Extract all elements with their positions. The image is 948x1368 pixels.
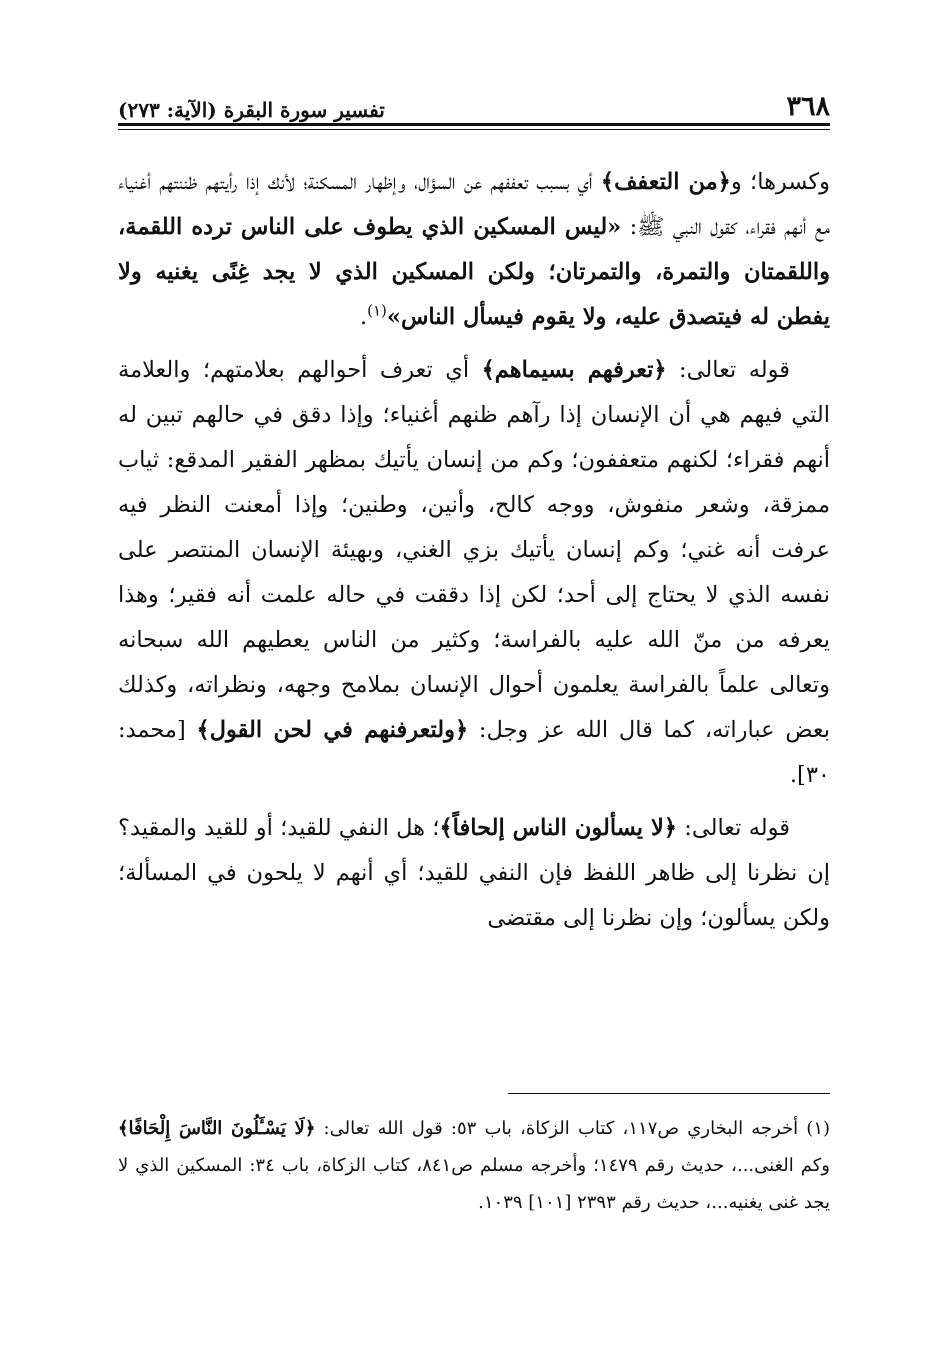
body-text (118, 160, 830, 941)
text-run: أي تعرف أحوالهم بعلامتهم؛ والعلامة التي فيهم هي أن الإنسان إذا رآهم ظنهم أغنياء؛ وإذا دقق في حالهم تبين له أنهم فقراء؛ لكنهم متعففون؛ وكم من إنسان يأتيك بمظهر الفقير المدقع: ثياب ممزقة، وشعر منفوش، ووجه كالح، وأنين، وطنين؛ وإذا أمعنت النظر فيه عرفت أنه غني؛ وكم إنسان يأتيك بزي الغني، وبهيئة الإنسان المنتصر على نفسه الذي لا يحتاج إلى أحد؛ لكن إذا دققت في حاله علمت أنه فقير؛ وهذا يعرفه من منّ الله عليه بالفراسة؛ وكثير من الناس يعطيهم الله سبحانه وتعالى علماً بالفراسة يعلمون أحوال الإنسان بملامح وجهه، ونظراته، وكذلك بعض عباراته، كما قال الله عز وجل: (118, 357, 830, 743)
text-run: قوله تعالى: (666, 357, 790, 383)
text-run: . (359, 304, 368, 330)
footnote-text: وكم الغنى...، حديث رقم ١٤٧٩؛ وأخرجه مسلم ص٨٤١، كتاب الزكاة، باب ٣٤: المسكين الذي لا يجد غنى يغنيه...، حديث رقم ٢٣٩٣ [١٠١] ١٠٣٩. (118, 1155, 830, 1213)
text-run: قوله تعالى: (677, 815, 790, 841)
text-run: وكسرها؛ و (730, 169, 830, 195)
quran-quote: ﴿لَا يَسْـَٔلُونَ النَّاسَ إِلْحَافًا﴾ (118, 1118, 316, 1139)
quran-quote: ﴿تعرفهم بسيماهم﴾ (481, 357, 667, 383)
header-rule-thick (118, 123, 830, 126)
paragraph-3 (118, 806, 830, 941)
header-rule-thin (118, 129, 830, 130)
footnote-text: (١) أخرجه البخاري ص١١٧، كتاب الزكاة، باب ٥٣: قول الله تعالى: (315, 1118, 831, 1139)
hadith-quote: «ليس المسكين الذي يطوف على الناس ترده اللقمة، واللقمتان والتمرة، والتمرتان؛ ولكن المسكين الذي لا يجد غِنًى يغنيه ولا يفطن له فيتصدق عليه، ولا يقوم فيسأل الناس» (118, 214, 830, 330)
text-run: [محمد: ٣٠]. (118, 717, 830, 788)
running-header (118, 82, 830, 122)
text-run: ؛ هل النفي للقيد؛ أو للقيد والمقيد؟ إن نظرنا إلى ظاهر اللفظ فإن النفي للقيد؛ أي أنهم لا يلحون في المسألة؛ ولكن يسألون؛ وإن نظرنا إلى مقتضى (118, 815, 830, 931)
text-run: أي بسبب تعففهم عن السؤال، وإظهار المسكنة؛ لأنك إذا رأيتهم ظننتهم أغنياء مع أنهم فقراء، كقول النبي ﷺ: (118, 169, 830, 240)
running-title: تفسير سورة البقرة (الآية: ٢٧٣) (118, 98, 385, 122)
quran-quote: ﴿ولتعرفنهم في لحن القول﴾ (196, 717, 469, 743)
footnote-reference[interactable]: (١) (367, 301, 387, 320)
page-number: ٣٦٨ (786, 91, 830, 122)
quran-quote: ﴿من التعفف﴾ (600, 169, 731, 195)
paragraph-1 (118, 160, 830, 340)
footnote-separator (508, 1093, 830, 1094)
paragraph-2 (118, 348, 830, 798)
quran-quote: ﴿لا يسألون الناس إلحافاً﴾ (439, 815, 677, 841)
footnote (118, 1110, 830, 1221)
